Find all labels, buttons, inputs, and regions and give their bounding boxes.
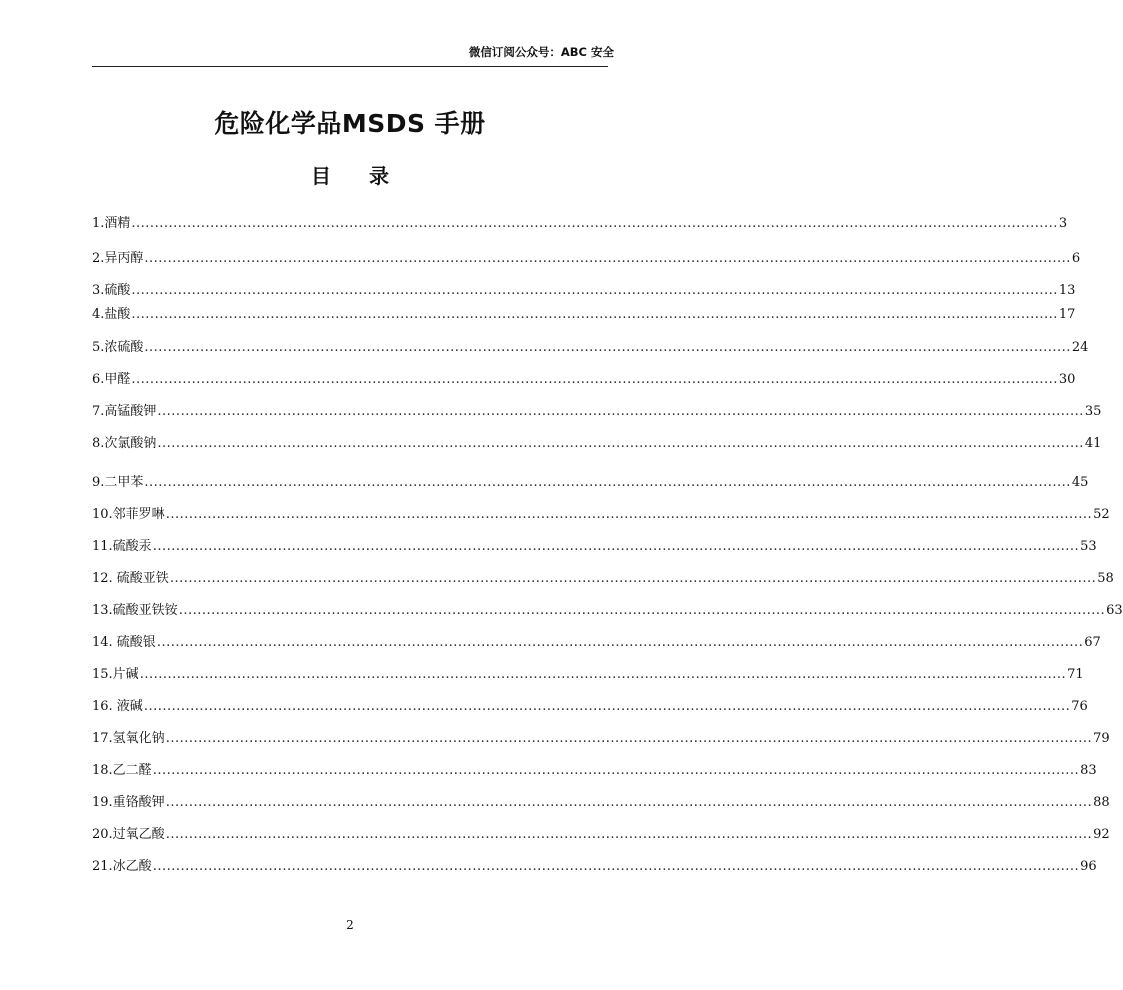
toc-entry-label: 17.氢氧化钠 xyxy=(92,731,165,746)
toc-entry[interactable] xyxy=(92,763,1097,779)
toc-entry-page: 52 xyxy=(1093,507,1110,522)
toc-entry-page: 35 xyxy=(1084,404,1102,419)
toc-leader-dots: ........................................................................................................................................................................................................ xyxy=(144,251,1071,266)
toc-entry[interactable] xyxy=(92,731,1110,747)
toc-entry[interactable] xyxy=(92,251,1081,267)
toc-entry[interactable] xyxy=(92,571,1114,587)
toc-entry-label: 18.乙二醛 xyxy=(92,763,152,778)
toc-leader-dots: ........................................................................................................................................................................................................ xyxy=(165,731,1093,746)
toc-entry[interactable] xyxy=(92,340,1089,356)
toc-entry-label: 20.过氧乙酸 xyxy=(92,827,165,842)
toc-entry-page: 3 xyxy=(1058,216,1068,231)
toc-leader-dots: ........................................................................................................................................................................................................ xyxy=(165,507,1093,522)
toc-entry-label: 11.硫酸汞 xyxy=(92,539,152,554)
toc-entry-label: 8.次氯酸钠 xyxy=(92,436,157,451)
toc-entry[interactable] xyxy=(92,307,1076,323)
toc-entry-page: 96 xyxy=(1080,859,1097,874)
toc-entry[interactable] xyxy=(92,859,1097,875)
toc-entry-page: 30 xyxy=(1058,372,1076,387)
toc-entry[interactable] xyxy=(92,635,1101,651)
toc-entry-page: 63 xyxy=(1106,603,1123,618)
toc-entry[interactable] xyxy=(92,667,1084,683)
toc-entry[interactable] xyxy=(92,507,1110,523)
toc-entry-page: 41 xyxy=(1084,436,1102,451)
toc-entry-page: 83 xyxy=(1080,763,1097,778)
toc-leader-dots: ........................................................................................................................................................................................................ xyxy=(165,827,1093,842)
toc-entry[interactable] xyxy=(92,283,1076,299)
toc-entry[interactable] xyxy=(92,436,1102,452)
toc-entry-label: 10.邻菲罗啉 xyxy=(92,507,165,522)
toc-leader-dots: ........................................................................................................................................................................................................ xyxy=(169,571,1097,586)
toc-leader-dots: ........................................................................................................................................................................................................ xyxy=(144,475,1071,490)
toc-entry-page: 53 xyxy=(1080,539,1097,554)
toc-entry[interactable] xyxy=(92,404,1102,420)
toc-leader-dots: ........................................................................................................................................................................................................ xyxy=(152,859,1080,874)
toc-entry-page: 76 xyxy=(1071,699,1088,714)
toc-entry-label: 6.甲醛 xyxy=(92,372,131,387)
toc-leader-dots: ........................................................................................................................................................................................................ xyxy=(156,635,1084,650)
toc-entry-page: 45 xyxy=(1071,475,1089,490)
toc-leader-dots: ........................................................................................................................................................................................................ xyxy=(152,763,1080,778)
toc-entry-label: 16. 液碱 xyxy=(92,699,143,714)
toc-entry-page: 79 xyxy=(1093,731,1110,746)
toc-leader-dots: ........................................................................................................................................................................................................ xyxy=(131,283,1058,298)
page-number: 2 xyxy=(346,918,354,932)
toc-entry[interactable] xyxy=(92,827,1110,843)
toc-entry-label: 15.片碱 xyxy=(92,667,139,682)
toc-leader-dots: ........................................................................................................................................................................................................ xyxy=(131,372,1058,387)
toc-entry-page: 92 xyxy=(1093,827,1110,842)
toc-entry-page: 6 xyxy=(1071,251,1081,266)
toc-leader-dots: ........................................................................................................................................................................................................ xyxy=(143,699,1071,714)
header-text: 微信订阅公众号：ABC 安全 xyxy=(468,45,614,59)
toc-entry-label: 13.硫酸亚铁铵 xyxy=(92,603,178,618)
toc-entry-label: 7.高锰酸钾 xyxy=(92,404,157,419)
toc-entry-label: 1.酒精 xyxy=(92,216,131,231)
toc-entry[interactable] xyxy=(92,699,1088,715)
toc-heading: 目录 xyxy=(311,164,427,188)
toc-entry-label: 4.盐酸 xyxy=(92,307,131,322)
toc-entry-label: 3.硫酸 xyxy=(92,283,131,298)
toc-entry[interactable] xyxy=(92,372,1076,388)
document-title: 危险化学品MSDS 手册 xyxy=(214,109,486,138)
toc-entry[interactable] xyxy=(92,539,1097,555)
toc-leader-dots: ........................................................................................................................................................................................................ xyxy=(157,404,1084,419)
toc-entry-page: 71 xyxy=(1067,667,1084,682)
toc-entry-label: 12. 硫酸亚铁 xyxy=(92,571,169,586)
toc-entry-label: 2.异丙醇 xyxy=(92,251,144,266)
toc-leader-dots: ........................................................................................................................................................................................................ xyxy=(131,216,1058,231)
toc-entry-page: 58 xyxy=(1097,571,1114,586)
toc-entry-page: 13 xyxy=(1058,283,1076,298)
toc-entry-page: 67 xyxy=(1084,635,1101,650)
toc-entry[interactable] xyxy=(92,603,1123,619)
toc-leader-dots: ........................................................................................................................................................................................................ xyxy=(157,436,1084,451)
toc-leader-dots: ........................................................................................................................................................................................................ xyxy=(152,539,1080,554)
toc-entry-label: 5.浓硫酸 xyxy=(92,340,144,355)
toc-leader-dots: ........................................................................................................................................................................................................ xyxy=(165,795,1093,810)
toc-leader-dots: ........................................................................................................................................................................................................ xyxy=(144,340,1071,355)
toc-entry-page: 17 xyxy=(1058,307,1076,322)
toc-entry-label: 14. 硫酸银 xyxy=(92,635,156,650)
toc-entry-label: 19.重铬酸钾 xyxy=(92,795,165,810)
toc-entry[interactable] xyxy=(92,475,1089,491)
toc-leader-dots: ........................................................................................................................................................................................................ xyxy=(178,603,1106,618)
toc-entry-label: 9.二甲苯 xyxy=(92,475,144,490)
toc-leader-dots: ........................................................................................................................................................................................................ xyxy=(139,667,1067,682)
toc-entry-page: 24 xyxy=(1071,340,1089,355)
toc-entry[interactable] xyxy=(92,216,1068,232)
toc-entry-label: 21.冰乙酸 xyxy=(92,859,152,874)
toc-entry-page: 88 xyxy=(1093,795,1110,810)
header-rule xyxy=(92,66,608,67)
toc-leader-dots: ........................................................................................................................................................................................................ xyxy=(131,307,1058,322)
toc-entry[interactable] xyxy=(92,795,1110,811)
